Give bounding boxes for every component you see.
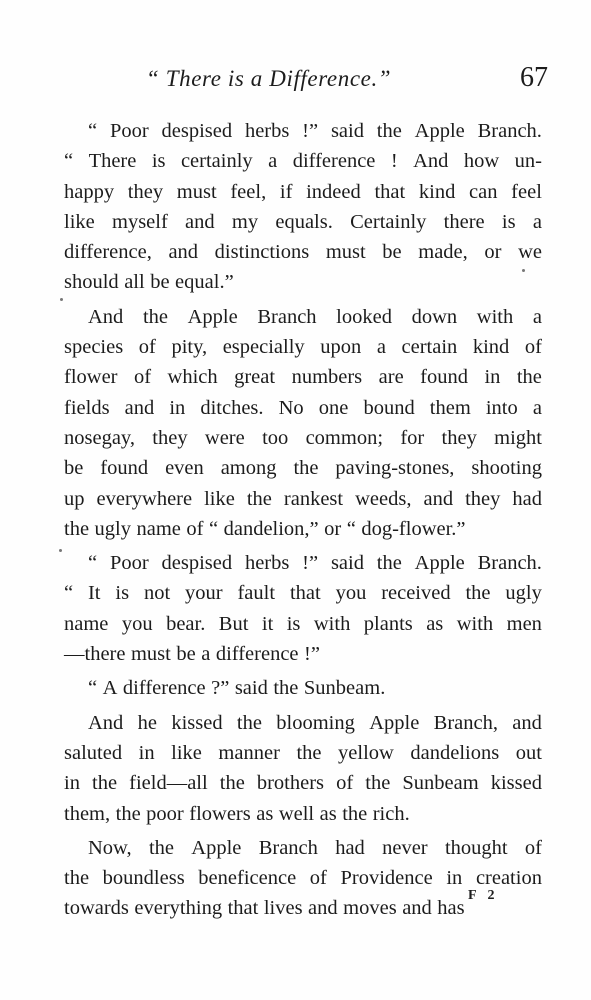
word: everywhere bbox=[96, 487, 193, 510]
word: nosegay, bbox=[64, 426, 135, 449]
word: men bbox=[506, 612, 542, 635]
word: “ bbox=[88, 552, 98, 575]
word: said bbox=[330, 552, 364, 575]
word: despised bbox=[161, 552, 233, 575]
word: the bbox=[92, 772, 118, 795]
word: the bbox=[64, 517, 90, 540]
word: ditches. bbox=[200, 396, 264, 419]
word: happy bbox=[64, 180, 115, 203]
text-line bbox=[64, 738, 542, 768]
word: he bbox=[137, 711, 157, 734]
word: distinctions bbox=[214, 241, 310, 264]
word: them, bbox=[64, 802, 111, 825]
word: one bbox=[318, 396, 349, 419]
text-line bbox=[64, 484, 542, 514]
word: species bbox=[64, 336, 124, 359]
word: as bbox=[256, 802, 274, 825]
word: Now, bbox=[88, 836, 132, 859]
word: pity, bbox=[171, 336, 208, 359]
word: herbs bbox=[244, 552, 290, 575]
word: rich. bbox=[372, 802, 410, 825]
word: with bbox=[476, 305, 514, 328]
text-line bbox=[64, 146, 542, 176]
word: herbs bbox=[244, 120, 290, 142]
word: upon bbox=[320, 336, 362, 359]
word: be bbox=[64, 457, 84, 480]
word: the bbox=[376, 552, 402, 575]
word: rankest bbox=[283, 487, 344, 510]
word: and bbox=[512, 711, 542, 734]
word: “ bbox=[88, 120, 98, 142]
word: the bbox=[236, 711, 262, 734]
word: Branch bbox=[258, 836, 318, 859]
word: Sunbeam bbox=[402, 772, 479, 795]
word: is bbox=[115, 582, 130, 605]
word: of bbox=[309, 867, 327, 890]
word: kissed bbox=[490, 772, 542, 795]
word: and bbox=[168, 241, 199, 264]
word: like bbox=[204, 487, 235, 510]
word: And bbox=[88, 305, 124, 328]
word: despised bbox=[161, 120, 233, 142]
text-line bbox=[64, 332, 542, 362]
word: and bbox=[402, 897, 432, 920]
word: !” bbox=[302, 120, 319, 142]
word: equals. bbox=[275, 210, 333, 233]
word: the bbox=[219, 772, 245, 795]
text-line bbox=[64, 393, 542, 423]
paragraph bbox=[64, 302, 542, 544]
word: that bbox=[227, 897, 259, 920]
word: manner bbox=[218, 741, 280, 764]
word: name bbox=[136, 517, 181, 540]
word: kissed bbox=[171, 711, 223, 734]
word: the bbox=[465, 582, 491, 605]
word: up bbox=[64, 487, 85, 510]
word: everything bbox=[134, 897, 223, 920]
ink-speck bbox=[60, 298, 63, 301]
word: “ bbox=[208, 517, 219, 540]
word: numbers bbox=[291, 366, 363, 389]
paragraph bbox=[64, 116, 542, 298]
word: ugly bbox=[505, 582, 542, 605]
word: A bbox=[102, 677, 118, 700]
word: can bbox=[469, 180, 498, 203]
paragraph bbox=[64, 548, 542, 669]
word: must bbox=[325, 241, 366, 264]
word: be bbox=[382, 241, 402, 264]
word: are bbox=[378, 366, 404, 389]
word: the bbox=[516, 366, 542, 389]
word: Sunbeam. bbox=[303, 677, 386, 700]
word: myself bbox=[112, 210, 168, 233]
running-title: “ There is a Difference.” bbox=[146, 66, 392, 91]
text-line bbox=[64, 639, 542, 669]
word: you bbox=[335, 582, 367, 605]
word: with bbox=[456, 612, 494, 635]
word: how bbox=[463, 150, 500, 173]
text-line bbox=[64, 514, 542, 544]
word: we bbox=[518, 241, 542, 264]
word: never bbox=[382, 836, 428, 859]
word: difference bbox=[122, 677, 206, 700]
word: there bbox=[443, 210, 485, 233]
word: certainly bbox=[180, 150, 253, 173]
word: It bbox=[87, 582, 101, 605]
paragraph bbox=[64, 708, 542, 829]
word: a bbox=[532, 210, 542, 233]
word: weeds, bbox=[355, 487, 412, 510]
word: fault bbox=[237, 582, 276, 605]
word: flower bbox=[64, 366, 118, 389]
text-line bbox=[64, 237, 542, 267]
word: is bbox=[501, 210, 516, 233]
text-line bbox=[64, 116, 542, 146]
word: kind bbox=[418, 180, 456, 203]
word: the bbox=[365, 772, 391, 795]
word: No bbox=[278, 396, 304, 419]
word: dog-flower.” bbox=[361, 517, 466, 540]
word: must bbox=[130, 643, 171, 666]
word: a bbox=[268, 150, 278, 173]
word: “ bbox=[346, 517, 356, 540]
word: the bbox=[142, 305, 168, 328]
word: name bbox=[64, 612, 109, 635]
word: ! bbox=[390, 150, 398, 173]
word: received bbox=[381, 582, 451, 605]
word: common; bbox=[305, 426, 384, 449]
word: “ bbox=[88, 677, 98, 700]
word: field—all bbox=[129, 772, 208, 795]
word: for bbox=[400, 426, 425, 449]
word: made, bbox=[418, 241, 468, 264]
word: Apple bbox=[187, 305, 238, 328]
word: the bbox=[296, 741, 322, 764]
text-line bbox=[64, 548, 542, 578]
word: a bbox=[201, 643, 211, 666]
word: “ bbox=[64, 582, 74, 605]
word: well bbox=[278, 802, 315, 825]
word: that bbox=[374, 180, 406, 203]
word: they bbox=[127, 180, 164, 203]
word: But bbox=[218, 612, 249, 635]
text-line bbox=[64, 799, 542, 829]
word: that bbox=[289, 582, 321, 605]
word: dandelion,” bbox=[223, 517, 319, 540]
signature-mark: F 2 bbox=[468, 888, 499, 903]
text-line bbox=[64, 673, 542, 703]
word: in bbox=[138, 741, 155, 764]
word: Apple bbox=[414, 552, 465, 575]
word: And bbox=[413, 150, 449, 173]
word: !” bbox=[302, 552, 319, 575]
word: Branch. bbox=[477, 552, 542, 575]
word: equal.” bbox=[175, 271, 234, 294]
word: my bbox=[231, 210, 259, 233]
text-line bbox=[64, 423, 542, 453]
word: Poor bbox=[109, 552, 149, 575]
word: the bbox=[273, 677, 299, 700]
text-line bbox=[64, 453, 542, 483]
word: or bbox=[484, 241, 502, 264]
word: brothers bbox=[256, 772, 325, 795]
word: had bbox=[512, 487, 542, 510]
word: Poor bbox=[109, 120, 149, 142]
word: thought bbox=[444, 836, 508, 859]
word: dandelions bbox=[410, 741, 500, 764]
word: had bbox=[335, 836, 365, 859]
word: a bbox=[532, 305, 542, 328]
word: as bbox=[426, 612, 444, 635]
word: Apple bbox=[369, 711, 420, 734]
word: Branch, bbox=[433, 711, 498, 734]
word: And bbox=[88, 711, 124, 734]
text-line bbox=[64, 177, 542, 207]
word: the bbox=[64, 867, 90, 890]
text-line bbox=[64, 578, 542, 608]
word: “ bbox=[64, 150, 74, 173]
word: and bbox=[423, 487, 454, 510]
ink-speck bbox=[59, 549, 62, 552]
word: flowers bbox=[189, 802, 251, 825]
word: not bbox=[143, 582, 171, 605]
paragraph bbox=[64, 673, 542, 703]
word: all bbox=[124, 271, 145, 294]
word: it bbox=[261, 612, 274, 635]
word: found bbox=[420, 366, 468, 389]
word: a bbox=[532, 396, 542, 419]
word: towards bbox=[64, 897, 129, 920]
word: Providence bbox=[340, 867, 433, 890]
word: kind bbox=[472, 336, 510, 359]
word: and bbox=[308, 897, 338, 920]
word: the bbox=[342, 802, 368, 825]
word: un- bbox=[514, 150, 542, 173]
word: of bbox=[186, 517, 204, 540]
word: might bbox=[494, 426, 542, 449]
word: the bbox=[376, 120, 402, 142]
word: looked bbox=[336, 305, 392, 328]
word: Certainly bbox=[350, 210, 427, 233]
word: great bbox=[234, 366, 276, 389]
word: a bbox=[376, 336, 386, 359]
word: or bbox=[324, 517, 342, 540]
word: moves bbox=[343, 897, 397, 920]
word: of bbox=[524, 336, 542, 359]
word: of bbox=[133, 366, 152, 389]
ink-speck bbox=[522, 269, 525, 272]
word: poor bbox=[146, 802, 184, 825]
word: plants bbox=[363, 612, 413, 635]
word: indeed bbox=[306, 180, 361, 203]
word: Apple bbox=[414, 120, 465, 142]
word: you bbox=[121, 612, 153, 635]
word: is bbox=[286, 612, 301, 635]
word: has bbox=[437, 897, 465, 920]
word: they bbox=[441, 426, 477, 449]
word: There bbox=[88, 150, 137, 173]
word: in bbox=[64, 772, 80, 795]
text-line bbox=[64, 833, 542, 863]
word: if bbox=[279, 180, 293, 203]
word: bear. bbox=[166, 612, 206, 635]
text-line bbox=[64, 207, 542, 237]
word: creation bbox=[475, 867, 542, 890]
word: even bbox=[165, 457, 204, 480]
page-number: 67 bbox=[520, 62, 548, 93]
word: of bbox=[524, 836, 542, 859]
word: said bbox=[330, 120, 364, 142]
word: feel, bbox=[230, 180, 267, 203]
word: shooting bbox=[471, 457, 542, 480]
word: were bbox=[204, 426, 245, 449]
word: especially bbox=[222, 336, 305, 359]
text-line bbox=[64, 302, 542, 332]
text-line bbox=[64, 362, 542, 392]
word: yellow bbox=[338, 741, 394, 764]
word: fields bbox=[64, 396, 110, 419]
word: in bbox=[484, 366, 501, 389]
word: paving-stones, bbox=[335, 457, 455, 480]
word: the bbox=[246, 487, 272, 510]
word: of bbox=[336, 772, 354, 795]
text-line bbox=[64, 609, 542, 639]
word: the bbox=[293, 457, 319, 480]
word: and bbox=[185, 210, 215, 233]
word: them bbox=[429, 396, 471, 419]
word: ugly bbox=[94, 517, 131, 540]
word: among bbox=[220, 457, 277, 480]
word: Branch. bbox=[477, 120, 542, 142]
word: must bbox=[176, 180, 217, 203]
word: is bbox=[151, 150, 166, 173]
word: like bbox=[171, 741, 202, 764]
word: they bbox=[152, 426, 188, 449]
word: ?” bbox=[211, 677, 230, 700]
body-text bbox=[64, 116, 542, 924]
word: difference, bbox=[64, 241, 152, 264]
word: said bbox=[234, 677, 268, 700]
paragraph bbox=[64, 833, 542, 924]
word: lives bbox=[263, 897, 303, 920]
word: and bbox=[124, 396, 155, 419]
word: which bbox=[167, 366, 218, 389]
word: they bbox=[465, 487, 501, 510]
word: be bbox=[150, 271, 170, 294]
word: in bbox=[446, 867, 463, 890]
word: certain bbox=[401, 336, 458, 359]
word: difference bbox=[215, 643, 299, 666]
word: into bbox=[485, 396, 518, 419]
word: Apple bbox=[191, 836, 242, 859]
running-head bbox=[64, 62, 548, 98]
word: saluted bbox=[64, 741, 123, 764]
word: like bbox=[64, 210, 95, 233]
word: down bbox=[411, 305, 458, 328]
word: your bbox=[185, 582, 223, 605]
word: —there bbox=[64, 643, 126, 666]
word: feel bbox=[511, 180, 542, 203]
word: !” bbox=[304, 643, 320, 666]
word: out bbox=[515, 741, 542, 764]
word: of bbox=[138, 336, 156, 359]
word: bound bbox=[363, 396, 415, 419]
word: difference bbox=[292, 150, 376, 173]
word: in bbox=[169, 396, 186, 419]
word: the bbox=[115, 802, 141, 825]
word: be bbox=[176, 643, 196, 666]
word: Branch bbox=[257, 305, 317, 328]
word: found bbox=[100, 457, 149, 480]
word: should bbox=[64, 271, 119, 294]
word: the bbox=[148, 836, 174, 859]
word: as bbox=[319, 802, 337, 825]
text-line bbox=[64, 768, 542, 798]
word: too bbox=[262, 426, 289, 449]
word: blooming bbox=[276, 711, 355, 734]
word: with bbox=[313, 612, 351, 635]
text-line bbox=[64, 267, 542, 297]
word: beneficence bbox=[198, 867, 297, 890]
word: boundless bbox=[102, 867, 185, 890]
text-line bbox=[64, 708, 542, 738]
